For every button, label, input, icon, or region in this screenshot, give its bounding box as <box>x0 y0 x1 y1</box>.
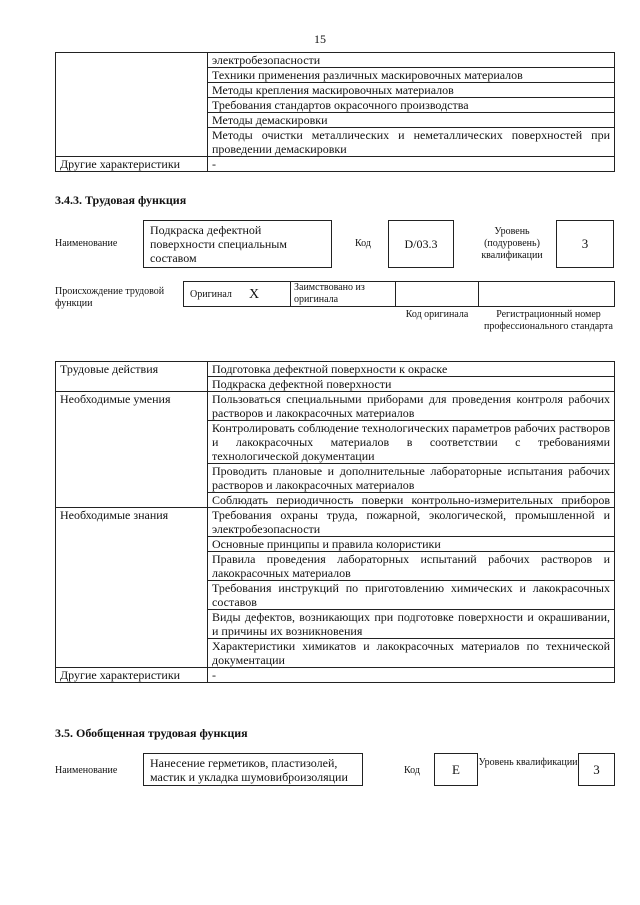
code-value: D/03.3 <box>388 220 454 268</box>
divider <box>478 281 479 307</box>
other-characteristics-value: - <box>208 157 615 172</box>
level-label: Уровень (подуровень) квалификации <box>481 226 543 261</box>
page-number: 15 <box>314 32 326 46</box>
code-value: E <box>434 753 478 786</box>
reg-number-label: Регистрационный номер профессионального стандарта <box>484 309 613 332</box>
level-value: 3 <box>556 220 614 268</box>
section-heading: 3.4.3. Трудовая функция <box>55 193 187 207</box>
table-row: Характеристики химикатов и лакокрасочных материалов по технической документации <box>208 639 615 668</box>
original-cell <box>183 281 291 307</box>
name-value: Подкраска дефектной поверхности специальным составом <box>143 220 332 268</box>
top-table <box>55 52 615 172</box>
table-row: Требования стандартов окрасочного производства <box>208 98 615 113</box>
table-row: Подкраска дефектной поверхности <box>208 377 615 392</box>
table-row: Пользоваться специальными приборами для проведения контроля рабочих растворов и лакокрасочных материалов <box>208 392 615 421</box>
table-row: Методы демаскировки <box>208 113 615 128</box>
origin-label: Происхождение трудовой функции <box>55 286 165 309</box>
divider <box>395 281 396 307</box>
table-row: Подготовка дефектной поверхности к окраске <box>208 362 615 377</box>
name-value: Нанесение герметиков, пластизолей, мастик и укладка шумовиброизоляции <box>143 753 363 786</box>
code-original-label: Код оригинала <box>405 309 469 320</box>
level-value: 3 <box>578 753 615 786</box>
section-heading: 3.5. Обобщенная трудовая функция <box>55 726 248 740</box>
skills-label: Необходимые умения <box>56 392 208 508</box>
table-row: электробезопасности <box>208 53 615 68</box>
empty-label-cell <box>56 53 208 157</box>
other-characteristics-label: Другие характеристики <box>56 157 208 172</box>
name-label: Наименование <box>55 238 118 249</box>
table-row: Проводить плановые и дополнительные лабораторные испытания рабочих растворов и лакокрасочных материалов <box>208 464 615 493</box>
table-row: Методы очистки металлических и неметаллических поверхностей при проведении демаскировки <box>208 128 615 157</box>
table-row: Соблюдать периодичность поверки контрольно-измерительных приборов <box>208 493 615 508</box>
table-row: Основные принципы и правила колористики <box>208 537 615 552</box>
table-row: Требования инструкций по приготовлению химических и лакокрасочных составов <box>208 581 615 610</box>
name-label: Наименование <box>55 765 118 776</box>
table-row: Методы крепления маскировочных материалов <box>208 83 615 98</box>
original-mark: X <box>249 287 260 302</box>
code-label: Код <box>355 238 371 249</box>
table-row: Техники применения различных маскировочных материалов <box>208 68 615 83</box>
table-row: Контролировать соблюдение технологических параметров рабочих растворов и лакокрасочных материалов в соответствии с требованиями технологической документации <box>208 421 615 464</box>
main-table <box>55 361 615 683</box>
table-row: Виды дефектов, возникающих при подготовке поверхности и окрашивании, и причины их возникновения <box>208 610 615 639</box>
table-row: Правила проведения лабораторных испытаний рабочих растворов и лакокрасочных материалов <box>208 552 615 581</box>
borrowed-label: Заимствовано из оригинала <box>294 282 365 305</box>
table-row: Требования охраны труда, пожарной, экологической, промышленной и электробезопасности <box>208 508 615 537</box>
code-label: Код <box>404 765 420 776</box>
actions-label: Трудовые действия <box>56 362 208 392</box>
level-label: Уровень квалификации <box>478 757 578 768</box>
other-characteristics-value: - <box>208 668 615 683</box>
other-characteristics-label: Другие характеристики <box>56 668 208 683</box>
original-label: Оригинал <box>190 289 232 300</box>
knowledge-label: Необходимые знания <box>56 508 208 668</box>
